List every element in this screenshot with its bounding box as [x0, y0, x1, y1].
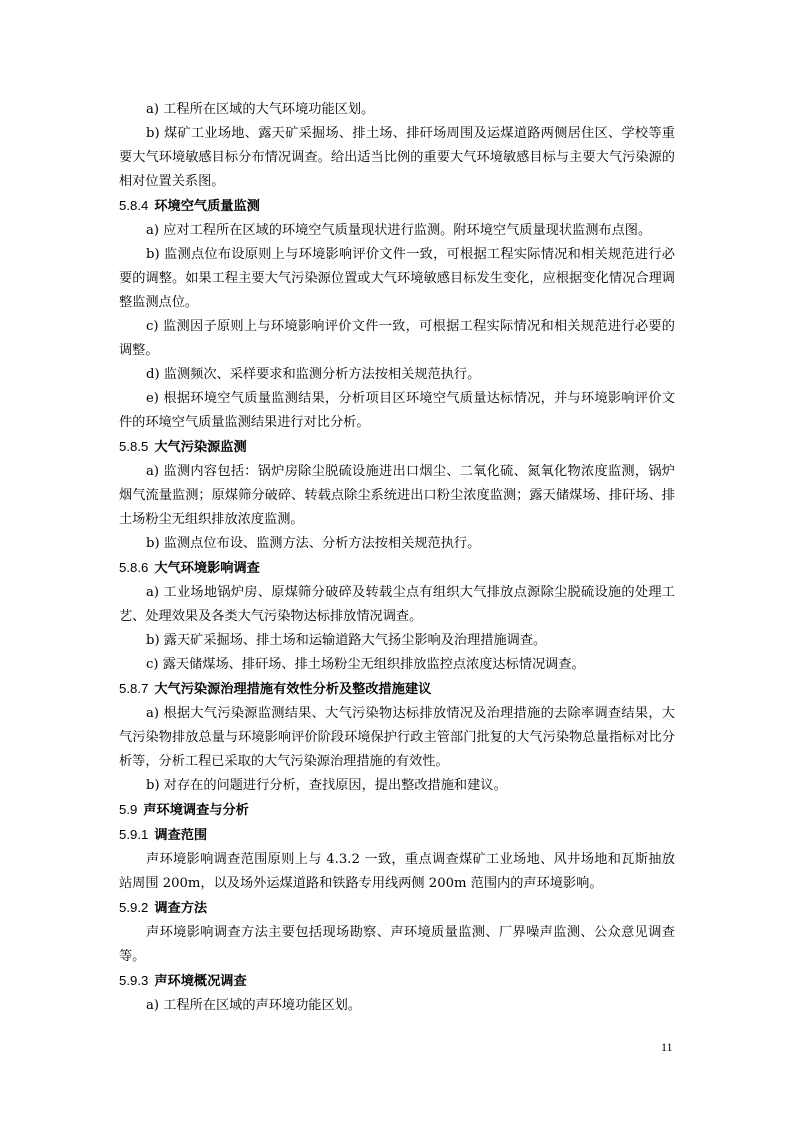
section-heading	[119, 798, 675, 823]
section-number: 5.9.2	[119, 900, 149, 915]
paragraph: a) 应对工程所在区域的环境空气质量现状进行监测。附环境空气质量现状监测布点图。	[146, 223, 652, 238]
section-title: 大气污染源治理措施有效性分析及整改措施建议	[154, 682, 432, 697]
section-number: 5.8.5	[119, 439, 149, 454]
section-heading	[119, 969, 675, 994]
paragraph: a) 工程所在区域的声环境功能区划。	[146, 998, 362, 1013]
section-heading	[119, 435, 675, 460]
section-title: 大气污染源监测	[154, 440, 247, 455]
paragraph: c) 监测因子原则上与环境影响评价文件一致，可根据工程实际情况和相关规范进行必要的调整。	[119, 319, 675, 358]
section-number: 5.9.3	[119, 973, 149, 988]
paragraph: a) 工业场地锅炉房、原煤筛分破碎及转载尘点有组织大气排放点源除尘脱硫设施的处理工艺、处理效果及各类大气污染物达标排放情况调查。	[119, 585, 675, 624]
section-number: 5.9.1	[119, 827, 149, 842]
paragraph: a) 工程所在区域的大气环境功能区划。	[146, 102, 375, 117]
page-number: 11	[661, 1040, 673, 1054]
paragraph: b) 煤矿工业场地、露天矿采掘场、排土场、排矸场周围及运煤道路两侧居住区、学校等重要大气环境敏感目标分布情况调查。给出适当比例的重要大气环境敏感目标与主要大气污染源的相对位置关系图。	[119, 126, 675, 189]
paragraph: e) 根据环境空气质量监测结果，分析项目区环境空气质量达标情况，并与环境影响评价文件的环境空气质量监测结果进行对比分析。	[119, 391, 675, 430]
section-title: 声环境概况调查	[154, 974, 247, 989]
section-title: 大气环境影响调查	[154, 561, 260, 576]
section-title: 调查范围	[154, 828, 208, 843]
section-number: 5.8.7	[119, 681, 149, 696]
section-number: 5.8.4	[119, 198, 149, 213]
document-body	[119, 98, 675, 1018]
section-title: 调查方法	[154, 901, 208, 916]
section-number: 5.8.6	[119, 560, 149, 575]
section-heading	[119, 823, 675, 848]
paragraph: b) 对存在的问题进行分析，查找原因，提出整改措施和建议。	[146, 778, 507, 793]
paragraph: b) 监测点位布设原则上与环境影响评价文件一致，可根据工程实际情况和相关规范进行必要的调整。如果工程主要大气污染源位置或大气环境敏感目标发生变化，应根据变化情况合理调整监测点位。	[119, 247, 675, 310]
section-title: 环境空气质量监测	[154, 199, 260, 214]
section-heading	[119, 556, 675, 581]
paragraph: 声环境影响调查范围原则上与 4.3.2 一致，重点调查煤矿工业场地、风井场地和瓦斯抽放站周围 200m，以及场外运煤道路和铁路专用线两侧 200m 范围内的声环境影响。	[119, 852, 675, 891]
paragraph: c) 露天储煤场、排矸场、排土场粉尘无组织排放监控点浓度达标情况调查。	[146, 657, 585, 672]
section-title: 声环境调查与分析	[143, 803, 249, 818]
section-heading	[119, 896, 675, 921]
paragraph: b) 露天矿采掘场、排土场和运输道路大气扬尘影响及治理措施调查。	[146, 633, 547, 648]
paragraph: d) 监测频次、采样要求和监测分析方法按相关规范执行。	[146, 367, 481, 382]
paragraph: a) 根据大气污染源监测结果、大气污染物达标排放情况及治理措施的去除率调查结果，大气污染物排放总量与环境影响评价阶段环境保护行政主管部门批复的大气污染物总量指标对比分析等，分析工程已采取的大气污染源治理措施的有效性。	[119, 706, 675, 769]
paragraph: 声环境影响调查方法主要包括现场勘察、声环境质量监测、厂界噪声监测、公众意见调查等。	[119, 925, 675, 964]
section-number: 5.9	[119, 802, 138, 817]
paragraph: a) 监测内容包括：锅炉房除尘脱硫设施进出口烟尘、二氧化硫、氮氧化物浓度监测，锅炉烟气流量监测；原煤筛分破碎、转载点除尘系统进出口粉尘浓度监测；露天储煤场、排矸场、排土场粉尘无组织排放浓度监测。	[119, 464, 675, 527]
section-heading	[119, 194, 675, 219]
paragraph: b) 监测点位布设、监测方法、分析方法按相关规范执行。	[146, 536, 481, 551]
section-heading	[119, 677, 675, 702]
